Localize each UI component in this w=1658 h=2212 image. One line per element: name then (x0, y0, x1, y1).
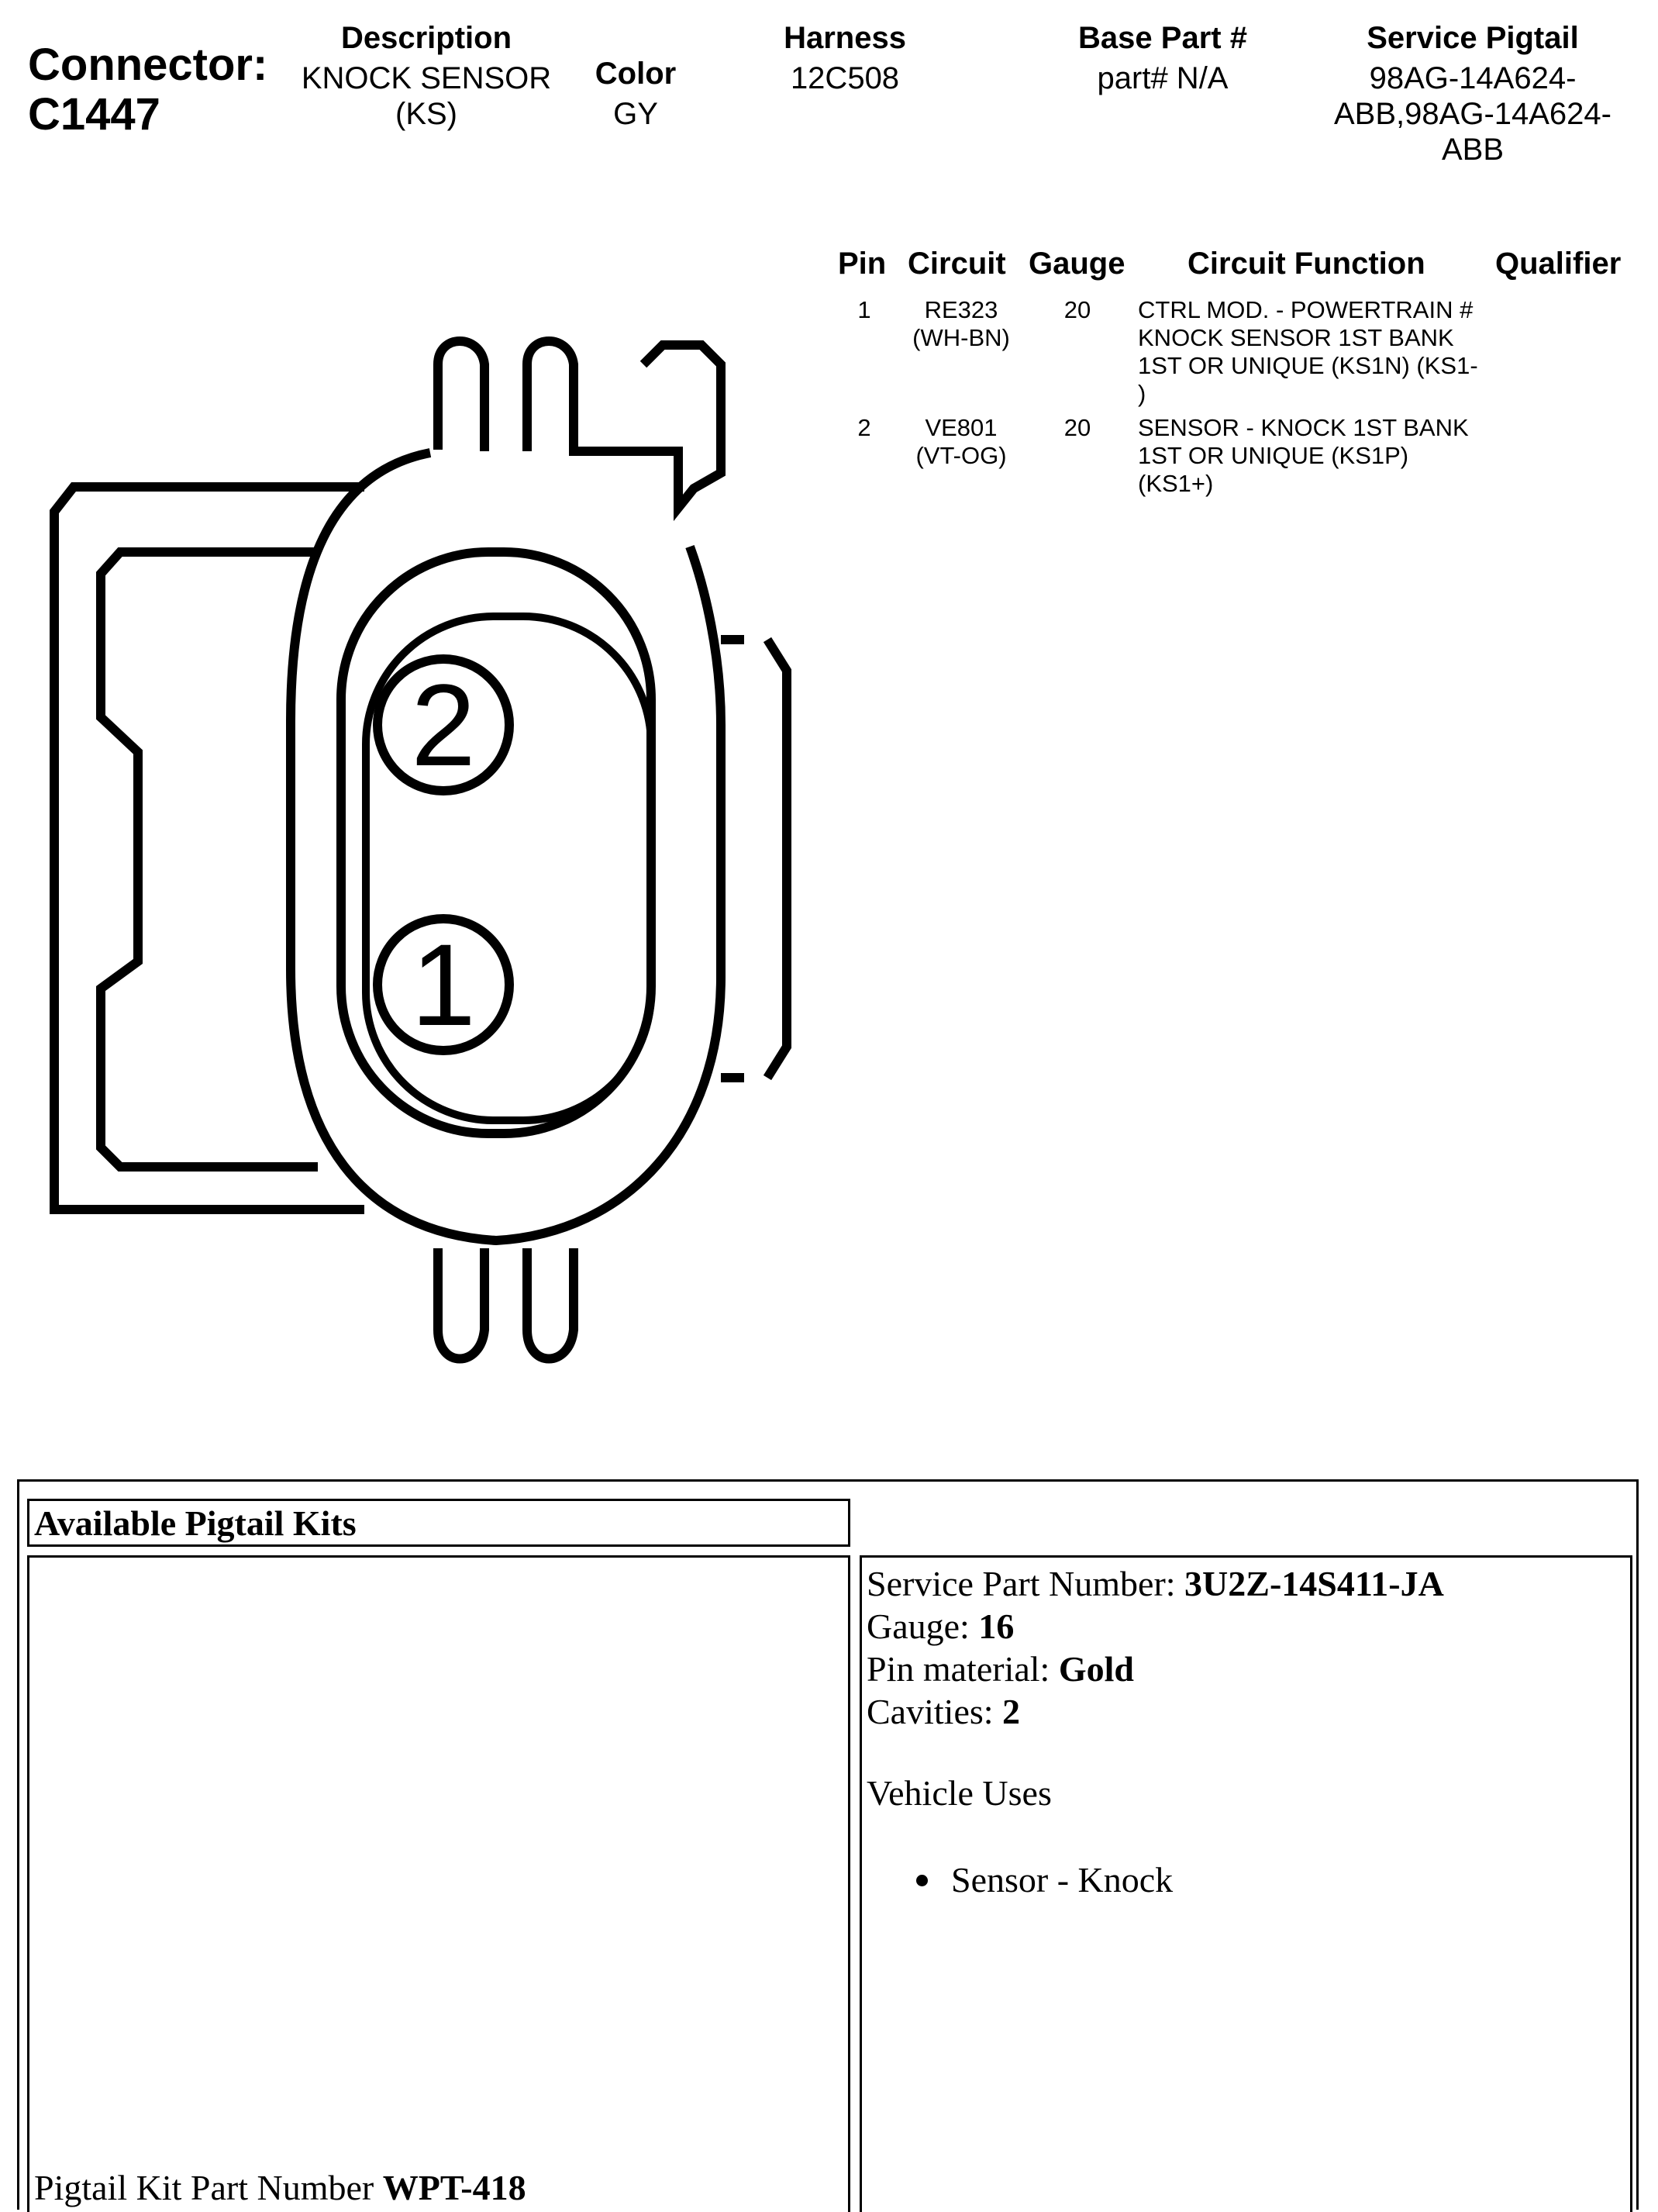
harness-value: 12C508 (790, 61, 900, 95)
pin-material (867, 1648, 1444, 1690)
function-line: CTRL MOD. - POWERTRAIN # (1138, 296, 1474, 323)
pigtail-kit-details-cell (860, 1555, 1632, 2212)
table-row-1-circuit (895, 296, 1027, 352)
top-latch-tabs (438, 341, 721, 508)
cavity-outer-ring (341, 552, 651, 1134)
cavity-1-label: 1 (411, 920, 476, 1050)
base-part-value: part# N/A (1097, 61, 1229, 95)
function-line: ) (1138, 380, 1146, 407)
connector-id: C1447 (28, 89, 160, 140)
table-row-1-pin: 1 (857, 296, 871, 323)
cavities-value: 2 (1002, 1692, 1021, 1731)
vehicle-use-text: Sensor - Knock (951, 1860, 1174, 1900)
connector-face-diagram (0, 310, 822, 1380)
service-pigtail-heading: Service Pigtail (1367, 21, 1579, 55)
pin-material-label: Pin material: (867, 1649, 1059, 1689)
function-line: 1ST OR UNIQUE (KS1P) (1138, 442, 1409, 469)
kit-pn-value: WPT-418 (382, 2168, 526, 2207)
pin-header: Pin (838, 247, 887, 281)
vehicle-use-item (916, 1858, 1173, 1901)
color-heading: Color (595, 57, 677, 91)
base-part-column (1046, 20, 1279, 96)
service-pigtail-line1: 98AG-14A624- (1369, 61, 1577, 95)
kit-specs (867, 1562, 1444, 1733)
circuit-color: (VT-OG) (915, 442, 1007, 469)
gauge-header: Gauge (1029, 247, 1125, 281)
pigtail-kits-panel (17, 1479, 1639, 2210)
pigtail-kit-part-number (34, 2166, 526, 2209)
pigtail-kits-title: Available Pigtail Kits (27, 1499, 850, 1547)
cavities-label: Cavities: (867, 1692, 1003, 1731)
base-part-heading: Base Part # (1078, 21, 1247, 55)
description-value-line1: KNOCK SENSOR (301, 61, 552, 95)
function-line: KNOCK SENSOR 1ST BANK (1138, 324, 1454, 351)
cavities (867, 1690, 1444, 1733)
circuit-header: Circuit (908, 247, 1006, 281)
color-value: GY (613, 97, 658, 131)
circuit-color: (WH-BN) (912, 324, 1010, 351)
qualifier-header: Qualifier (1495, 247, 1622, 281)
pin-material-value: Gold (1058, 1649, 1134, 1689)
bottom-latch-tabs (438, 1248, 574, 1359)
service-pigtail-column (1310, 20, 1636, 167)
kit-pn-label: Pigtail Kit Part Number (34, 2168, 383, 2207)
service-part-label: Service Part Number: (867, 1564, 1185, 1603)
connector-title (28, 40, 267, 140)
connector-label: Connector: (28, 40, 268, 90)
connector-housing-left (54, 487, 364, 1210)
service-pigtail-line3: ABB (1441, 133, 1505, 167)
harness-heading: Harness (784, 21, 906, 55)
circuit-function-header: Circuit Function (1187, 247, 1425, 281)
kit-gauge (867, 1605, 1444, 1648)
description-column (287, 20, 566, 132)
circuit-code: VE801 (925, 414, 998, 441)
right-side-key (721, 640, 787, 1078)
function-line: SENSOR - KNOCK 1ST BANK (1138, 414, 1469, 441)
harness-column (744, 20, 946, 96)
function-line: 1ST OR UNIQUE (KS1N) (KS1- (1138, 352, 1478, 379)
function-line: (KS1+) (1138, 470, 1214, 497)
service-part-number (867, 1562, 1444, 1605)
vehicle-uses-heading: Vehicle Uses (867, 1773, 1052, 1813)
service-pigtail-line2: ABB,98AG-14A624- (1334, 97, 1611, 131)
cavity-2-label: 2 (411, 660, 476, 790)
bullet-icon (916, 1875, 928, 1886)
description-value-line2: (KS) (395, 97, 457, 131)
kit-gauge-label: Gauge: (867, 1606, 979, 1646)
description-heading: Description (340, 21, 512, 55)
kit-gauge-value: 16 (978, 1606, 1015, 1646)
circuit-code: RE323 (924, 296, 998, 323)
service-part-value: 3U2Z-14S411-JA (1184, 1564, 1444, 1603)
table-row-1-function (1138, 296, 1502, 408)
table-row-2-circuit (895, 414, 1027, 470)
table-row-2-function (1138, 414, 1502, 498)
color-column (574, 56, 698, 132)
pigtail-kit-image-cell (27, 1555, 850, 2212)
table-row-2-pin: 2 (857, 414, 871, 441)
table-row-2-gauge: 20 (1063, 414, 1091, 441)
table-row-1-gauge: 20 (1063, 296, 1091, 323)
